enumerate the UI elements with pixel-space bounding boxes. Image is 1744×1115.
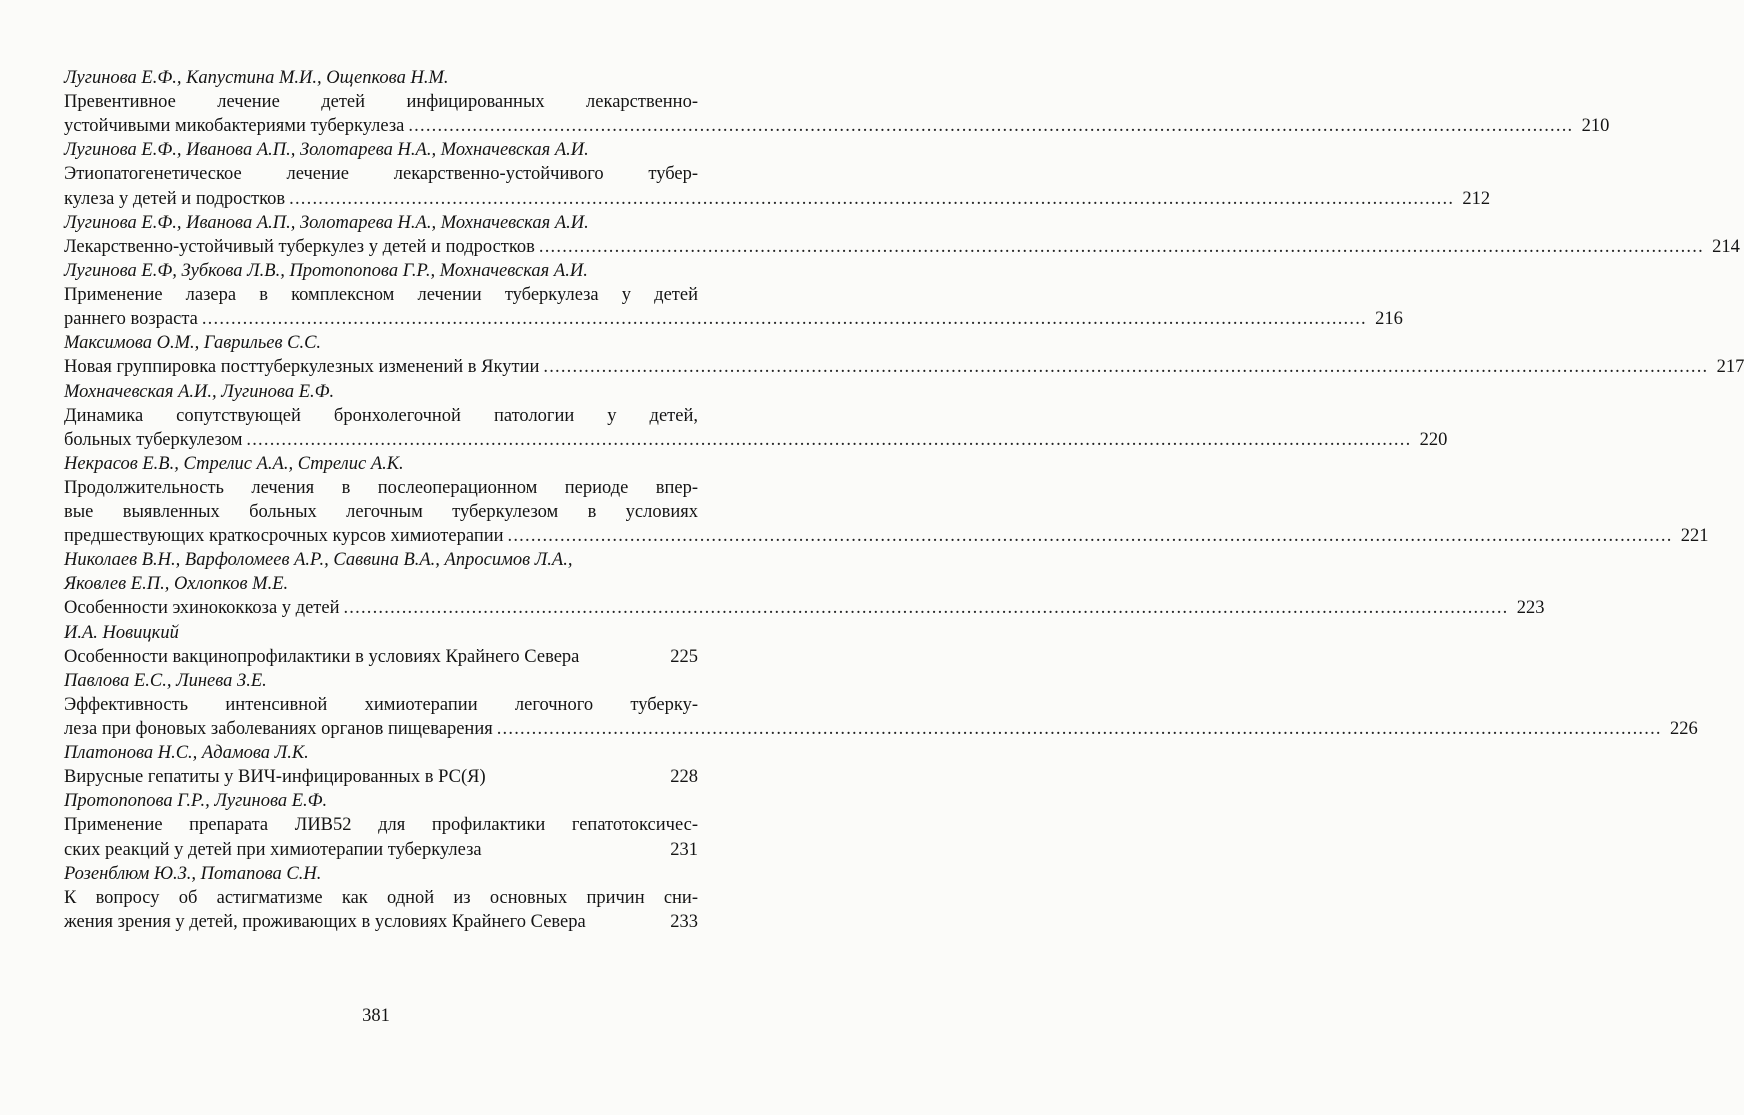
entry-page-number: 231 bbox=[670, 839, 698, 860]
toc-entry bbox=[64, 862, 698, 934]
dot-leader: ........................................................................................................................................................................................................ bbox=[496, 719, 1662, 739]
dot-leader: ........................................................................................................................................................................................................ bbox=[289, 188, 1455, 209]
entry-title-text: Динамика сопутствующей бронхолегочной патологии у детей, bbox=[64, 405, 698, 426]
entry-authors: Протопопова Г.Р., Лугинова Е.Ф. bbox=[64, 791, 328, 812]
entry-title-line bbox=[64, 645, 698, 669]
entry-title-text: Этиопатогенетическое лечение лекарственно-устойчивого тубер- bbox=[64, 164, 698, 185]
entry-title-line bbox=[64, 114, 1610, 138]
entry-title-line bbox=[64, 404, 698, 428]
entry-title-line bbox=[64, 500, 698, 524]
entry-page-number: 216 bbox=[1375, 309, 1403, 330]
entry-authors: Яковлев Е.П., Охлопков М.Е. bbox=[64, 574, 289, 595]
entry-page-number: 225 bbox=[670, 646, 698, 667]
entry-title-text: К вопросу об астигматизме как одной из основных причин сни- bbox=[64, 887, 698, 908]
entry-title-line bbox=[64, 596, 1545, 620]
entry-title-text: Применение лазера в комплексном лечении туберкулеза у детей bbox=[64, 284, 698, 305]
entry-title-text: раннего возраста bbox=[64, 309, 198, 330]
entry-title-text: Вирусные гепатиты у ВИЧ-инфицированных в РС(Я) bbox=[64, 767, 486, 788]
entry-title-line bbox=[64, 717, 1698, 741]
toc-entry bbox=[64, 669, 1698, 741]
entry-page-number: 217 bbox=[1716, 357, 1744, 378]
entry-page-number: 212 bbox=[1462, 188, 1491, 209]
toc-entry bbox=[64, 621, 698, 669]
entry-authors: Лугинова Е.Ф., Иванова А.П., Золотарева Н.А., Мохначевская А.И. bbox=[64, 212, 589, 233]
entry-title-text: больных туберкулезом bbox=[64, 429, 243, 450]
entry-title-line bbox=[64, 162, 698, 186]
entry-title-line bbox=[64, 90, 698, 114]
entry-authors: Лугинова Е.Ф., Капустина М.И., Ощепкова Н.М. bbox=[64, 68, 449, 88]
entry-title-line bbox=[64, 693, 698, 717]
entry-title-text: Применение препарата ЛИВ52 для профилактики гепатотоксичес- bbox=[64, 815, 698, 836]
toc-entry bbox=[64, 789, 698, 861]
entry-title-line bbox=[64, 838, 698, 862]
toc-entry bbox=[64, 259, 1403, 331]
entry-authors: И.А. Новицкий bbox=[64, 622, 179, 643]
entry-page-number: 228 bbox=[670, 767, 698, 788]
entry-title-text: устойчивыми микобактериями туберкулеза bbox=[64, 116, 405, 137]
entry-authors: Максимова О.М., Гаврильев С.С. bbox=[64, 333, 322, 354]
entry-authors: Некрасов Е.В., Стрелис А.А., Стрелис А.К. bbox=[64, 453, 404, 474]
entry-title-line bbox=[64, 886, 698, 910]
entry-title-text: ских реакций у детей при химиотерапии туберкулеза bbox=[64, 839, 482, 860]
entry-title-line bbox=[64, 307, 1403, 331]
dot-leader: ........................................................................................................................................................................................................ bbox=[507, 526, 1673, 547]
entry-title-text: предшествующих краткосрочных курсов химиотерапии bbox=[64, 526, 504, 547]
entry-title-text: Особенности вакцинопрофилактики в условиях Крайнего Севера bbox=[64, 646, 580, 667]
entry-authors: Лугинова Е.Ф., Иванова А.П., Золотарева Н.А., Мохначевская А.И. bbox=[64, 140, 589, 161]
toc-entry bbox=[64, 211, 1740, 259]
table-of-contents bbox=[64, 66, 1744, 934]
dot-leader: ........................................................................................................................................................................................................ bbox=[543, 357, 1709, 378]
entry-title-line bbox=[64, 765, 698, 789]
entry-title-line bbox=[64, 235, 1740, 259]
entry-title-line bbox=[64, 813, 698, 837]
entry-page-number: 220 bbox=[1419, 429, 1448, 450]
entry-title-line bbox=[64, 476, 698, 500]
toc-entry bbox=[64, 66, 1610, 138]
entry-title-line bbox=[64, 283, 698, 307]
entry-title-line bbox=[64, 524, 1709, 548]
entry-title-line bbox=[64, 910, 698, 934]
entry-title-text: Эффективность интенсивной химиотерапии легочного туберку- bbox=[64, 694, 698, 715]
entry-title-text: Превентивное лечение детей инфицированных лекарственно- bbox=[64, 92, 698, 112]
entry-title-text: кулеза у детей и подростков bbox=[64, 188, 286, 209]
entry-authors: Платонова Н.С., Адамова Л.К. bbox=[64, 743, 309, 764]
dot-leader: ........................................................................................................................................................................................................ bbox=[201, 309, 1367, 330]
dot-leader: ........................................................................................................................................................................................................ bbox=[343, 598, 1509, 619]
dot-leader: ........................................................................................................................................................................................................ bbox=[538, 236, 1704, 257]
entry-title-line bbox=[64, 428, 1448, 452]
entry-authors: Мохначевская А.И., Лугинова Е.Ф. bbox=[64, 381, 335, 402]
entry-title-line bbox=[64, 355, 1744, 379]
toc-entry bbox=[64, 741, 698, 789]
entry-title-text: Продолжительность лечения в послеоперационном периоде впер- bbox=[64, 477, 698, 498]
entry-page-number: 226 bbox=[1669, 719, 1698, 739]
entry-title-text: Лекарственно-устойчивый туберкулез у детей и подростков bbox=[64, 236, 535, 257]
entry-title-text: леза при фоновых заболеваниях органов пищеварения bbox=[64, 719, 493, 739]
entry-page-number: 233 bbox=[670, 911, 698, 932]
toc-entry bbox=[64, 452, 1709, 549]
entry-title-text: Особенности эхинококкоза у детей bbox=[64, 598, 340, 619]
toc-entry bbox=[64, 138, 1491, 210]
entry-page-number: 223 bbox=[1516, 598, 1545, 619]
entry-title-text: Новая группировка посттуберкулезных изменений в Якутии bbox=[64, 357, 540, 378]
entry-page-number: 210 bbox=[1581, 116, 1610, 137]
entry-title-line bbox=[64, 187, 1491, 211]
entry-authors: Лугинова Е.Ф, Зубкова Л.В., Протопопова Г.Р., Мохначевская А.И. bbox=[64, 260, 588, 281]
entry-authors: Розенблюм Ю.З., Потапова С.Н. bbox=[64, 863, 322, 884]
toc-entry bbox=[64, 380, 1448, 452]
toc-entry bbox=[64, 548, 1545, 620]
entry-authors: Павлова Е.С., Линева З.Е. bbox=[64, 670, 267, 691]
entry-page-number: 214 bbox=[1712, 236, 1740, 257]
entry-title-text: вые выявленных больных легочным туберкулезом в условиях bbox=[64, 502, 698, 523]
dot-leader: ........................................................................................................................................................................................................ bbox=[408, 116, 1574, 137]
entry-title-text: жения зрения у детей, проживающих в условиях Крайнего Севера bbox=[64, 911, 586, 932]
entry-authors: Николаев В.Н., Варфоломеев А.Р., Саввина В.А., Апросимов Л.А., bbox=[64, 550, 573, 571]
entry-page-number: 221 bbox=[1680, 526, 1709, 547]
toc-entry bbox=[64, 331, 1744, 379]
dot-leader: ........................................................................................................................................................................................................ bbox=[246, 429, 1412, 450]
page-number: 381 bbox=[362, 1006, 390, 1026]
